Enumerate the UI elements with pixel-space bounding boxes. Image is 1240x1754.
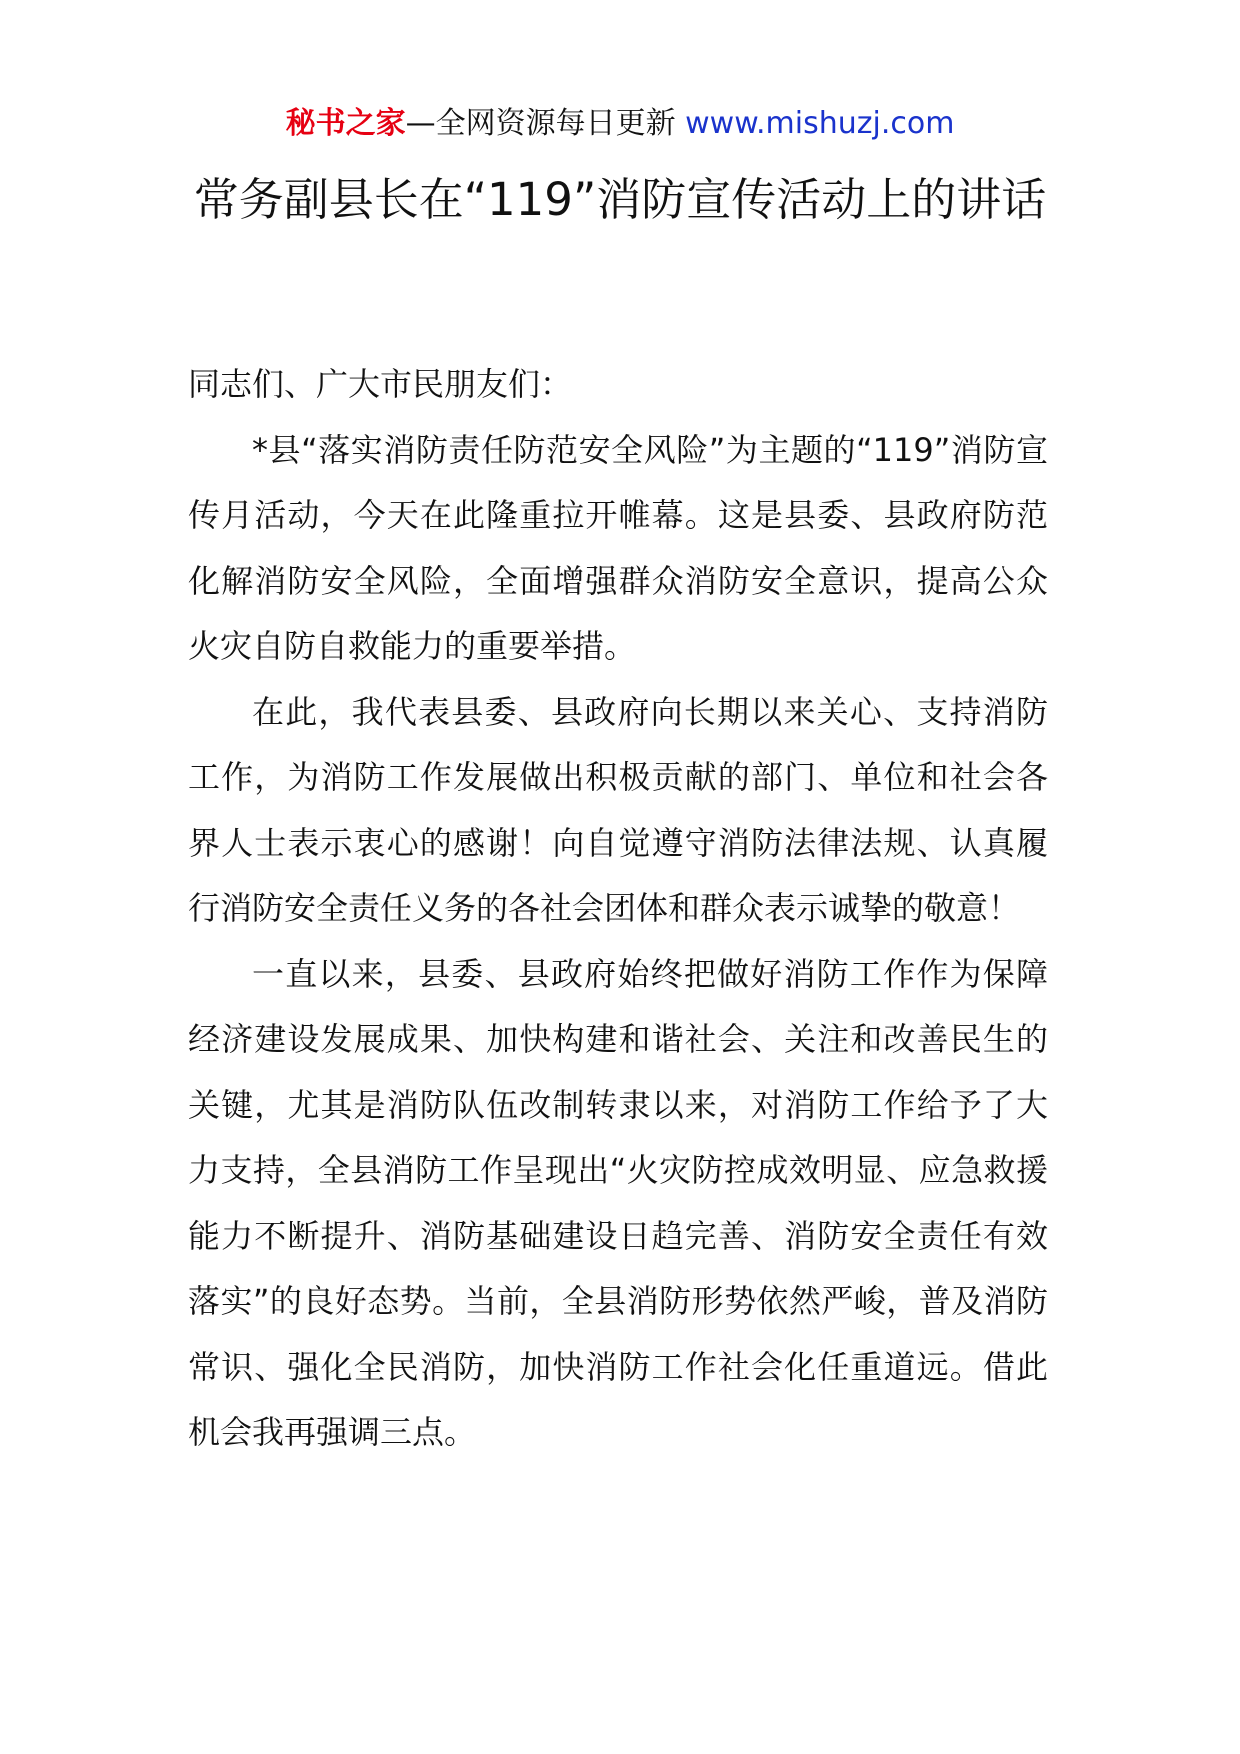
header-tagline: —全网资源每日更新 bbox=[405, 106, 686, 141]
site-header bbox=[0, 104, 1240, 144]
brand-name: 秘书之家 bbox=[285, 106, 406, 141]
site-url-link[interactable]: www.mishuzj.com bbox=[685, 106, 955, 141]
paragraph: 一直以来，县委、县政府始终把做好消防工作作为保障经济建设发展成果、加快构建和谐社会、关注和改善民生的关键，尤其是消防队伍改制转隶以来，对消防工作给予了大力支持，全县消防工作呈现出“火灾防控成效明显、应急救援能力不断提升、消防基础建设日趋完善、消防安全责任有效落实”的良好态势。当前，全县消防形势依然严峻，普及消防常识、强化全民消防，加快消防工作社会化任重道远。借此机会我再强调三点。 bbox=[188, 954, 1048, 1451]
salutation: 同志们、广大市民朋友们： bbox=[188, 365, 573, 403]
document-title: 常务副县长在“119”消防宣传活动上的讲话 bbox=[193, 173, 1047, 226]
document-body bbox=[188, 352, 1048, 1466]
paragraph: *县“落实消防责任防范安全风险”为主题的“119”消防宣传月活动，今天在此隆重拉开帷幕。这是县委、县政府防范化解消防安全风险，全面增强群众消防安全意识，提高公众火灾自防自救能力的重要举措。 bbox=[188, 430, 1048, 665]
paragraph: 在此，我代表县委、县政府向长期以来关心、支持消防工作，为消防工作发展做出积极贡献的部门、单位和社会各界人士表示衷心的感谢！向自觉遵守消防法律法规、认真履行消防安全责任义务的各社会团体和群众表示诚挚的敬意！ bbox=[188, 692, 1048, 927]
